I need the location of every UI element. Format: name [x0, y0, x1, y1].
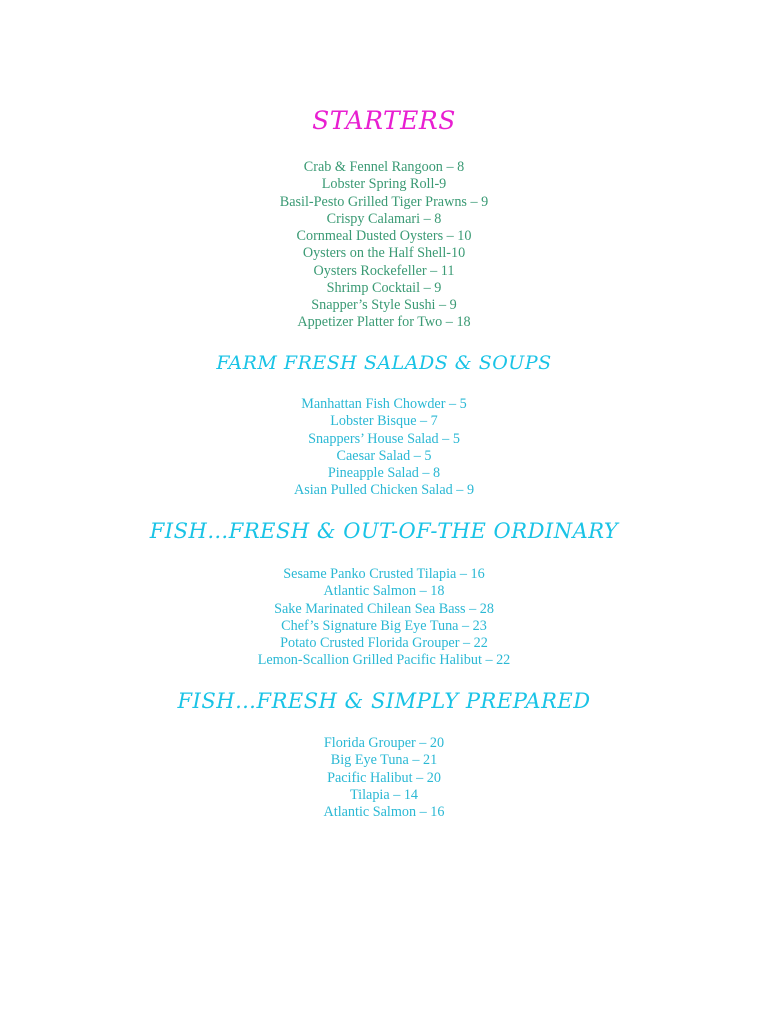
menu-item: Snappers’ House Salad – 5 [308, 430, 460, 447]
menu-item: Lobster Spring Roll-9 [321, 176, 447, 193]
menu-item: Sake Marinated Chilean Sea Bass – 28 [274, 600, 494, 617]
menu-item: Shrimp Cocktail – 9 [326, 279, 442, 296]
menu-item: Atlantic Salmon – 18 [323, 583, 445, 600]
menu-item: Tilapia – 14 [349, 786, 419, 803]
menu-item: Florida Grouper – 20 [323, 735, 445, 751]
menu-item: Appetizer Platter for Two – 18 [297, 314, 471, 331]
menu-item: Caesar Salad – 5 [336, 447, 432, 464]
fish-ordinary-heading: FISH…FRESH & OUT-OF-THE ORDINARY [149, 519, 619, 543]
starters-list [0, 159, 768, 332]
menu-item: Asian Pulled Chicken Salad – 9 [293, 482, 475, 499]
menu-item: Crab & Fennel Rangoon – 8 [303, 159, 465, 175]
menu-item: Oysters Rockefeller – 11 [313, 262, 455, 279]
menu-item: Snapper’s Style Sushi – 9 [311, 297, 457, 313]
fish-simple-heading: FISH…FRESH & SIMPLY PREPARED [177, 689, 591, 713]
menu-item: Sesame Panko Crusted Tilapia – 16 [283, 566, 485, 582]
menu-item: Big Eye Tuna – 21 [330, 752, 438, 769]
menu-item: Potato Crusted Florida Grouper – 22 [280, 635, 488, 651]
menu-item: Chef’s Signature Big Eye Tuna – 23 [281, 617, 487, 634]
menu-item: Manhattan Fish Chowder – 5 [301, 396, 467, 412]
menu-item: Oysters on the Half Shell-10 [302, 245, 466, 262]
fish-ordinary-list [0, 566, 768, 670]
menu-item: Lemon-Scallion Grilled Pacific Halibut – 22 [257, 652, 511, 669]
menu-item: Basil-Pesto Grilled Tiger Prawns – 9 [279, 193, 489, 210]
salads-soups-heading: FARM FRESH SALADS & SOUPS [216, 352, 552, 374]
menu-item: Crispy Calamari – 8 [326, 210, 442, 227]
menu-item: Atlantic Salmon – 16 [323, 804, 445, 820]
menu-item: Lobster Bisque – 7 [330, 413, 438, 430]
fish-simple-list [0, 735, 768, 821]
salads-soups-list [0, 396, 768, 500]
menu-item: Cornmeal Dusted Oysters – 10 [296, 228, 472, 244]
starters-heading: STARTERS [312, 106, 456, 135]
menu-item: Pacific Halibut – 20 [327, 769, 441, 786]
menu-item: Pineapple Salad – 8 [327, 465, 441, 481]
